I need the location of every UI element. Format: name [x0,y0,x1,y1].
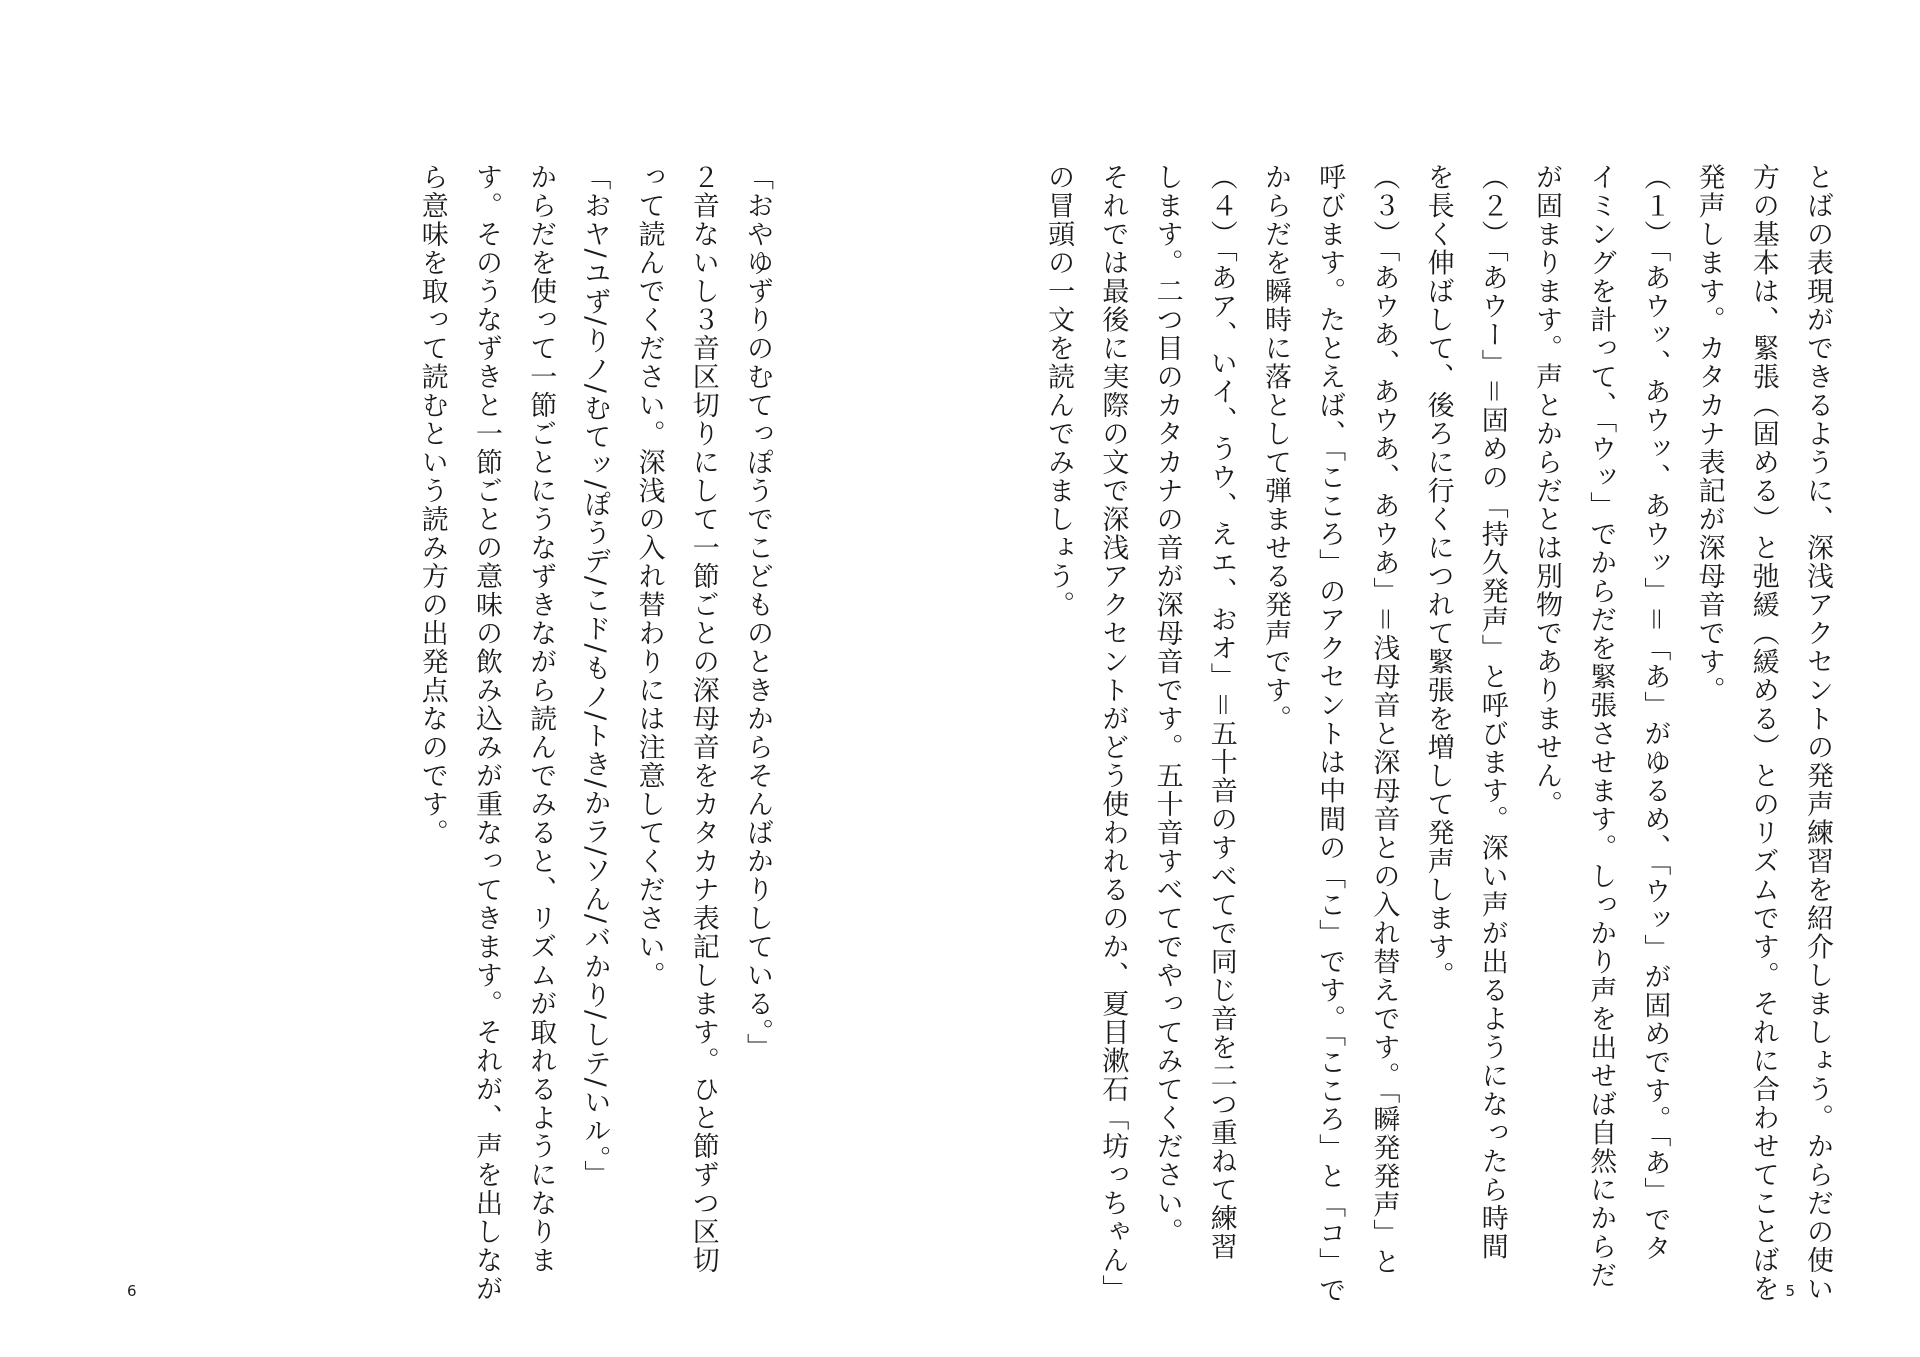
text-line: ２音ないし３音区切りにして一節ごとの深母音をカタカナ表記します。ひと節ずつ区切 [687,163,719,1275]
text-line: を長く伸ばして、後ろに行くにつれて緊張を増して発声します。 [1422,163,1454,990]
text-line: 発声します。カタカナ表記が深母音です。 [1693,163,1725,705]
page-number: 6 [127,1282,137,1300]
text-line: 方の基本は、緊張（固める）と弛緩（緩める）とのリズムです。それに合わせてことばを [1747,163,1779,1303]
text-line: ら意味を取って読むという読み方の出発点なのです。 [416,163,448,847]
text-line: とばの表現ができるように、深浅アクセントの発声練習を紹介しましょう。からだの使い [1802,163,1833,1303]
right-page [960,0,1920,1357]
text-line: 「おやゆずりのむてっぽうでこどものときからそんばかりしている。」 [742,163,773,1062]
text-line: （４）「あア、いイ、うウ、えエ、おオ」＝五十音のすべてで同じ音を二つ重ねて練習 [1205,163,1237,1261]
right-page-body [1031,163,1844,1303]
text-line: イミングを計って、「ウッ」でからだを緊張させます。しっかり声を出せば自然にからだ [1585,163,1617,1290]
text-line: それでは最後に実際の文で深浅アクセントがどう使われるのか、夏目漱石「坊っちゃん」 [1097,163,1129,1303]
text-line: からだを使って一節ごとにうなずきながら読んでみると、リズムが取れるようになりま [525,163,557,1275]
text-line: からだを瞬時に落として弾ませる発声です。 [1259,163,1291,733]
text-line: （１）「あウッ、あウッ、あウッ」＝「あ」がゆるめ、「ウッ」が固めです。「あ」でタ [1639,163,1671,1263]
left-page-body [405,163,784,1303]
text-line: （２）「あウー」＝固めの「持久発声」と呼びます。深い声が出るようになったら時間 [1476,163,1508,1261]
text-line: の冒頭の一文を読んでみましょう。 [1043,163,1075,619]
page-number: 5 [1785,1282,1795,1300]
text-line: 「おヤ/ユず/りノ/むてッ/ぽうデ/こド/もノ/トき/かラ/ソん/バかり/しテ/いル。」 [579,163,611,1189]
text-line: す。そのうなずきと一節ごとの意味の飲み込みが重なってきます。それが、声を出しなが [470,163,502,1303]
text-line: って読んでください。深浅の入れ替わりには注意してください。 [633,163,665,990]
text-line: （３）「あウあ、あウあ、あウあ」＝浅母音と深母音との入れ替えです。「瞬発発声」と [1368,163,1400,1276]
text-line: します。二つ目のカタカナの音が深母音です。五十音すべてでやってみてください。 [1151,163,1183,1246]
text-line: 呼びます。たとえば、「こころ」のアクセントは中間の「こ」です。「こころ」と「コ」で [1314,163,1346,1305]
text-line: が固まります。声とからだとは別物でありません。 [1530,163,1562,819]
